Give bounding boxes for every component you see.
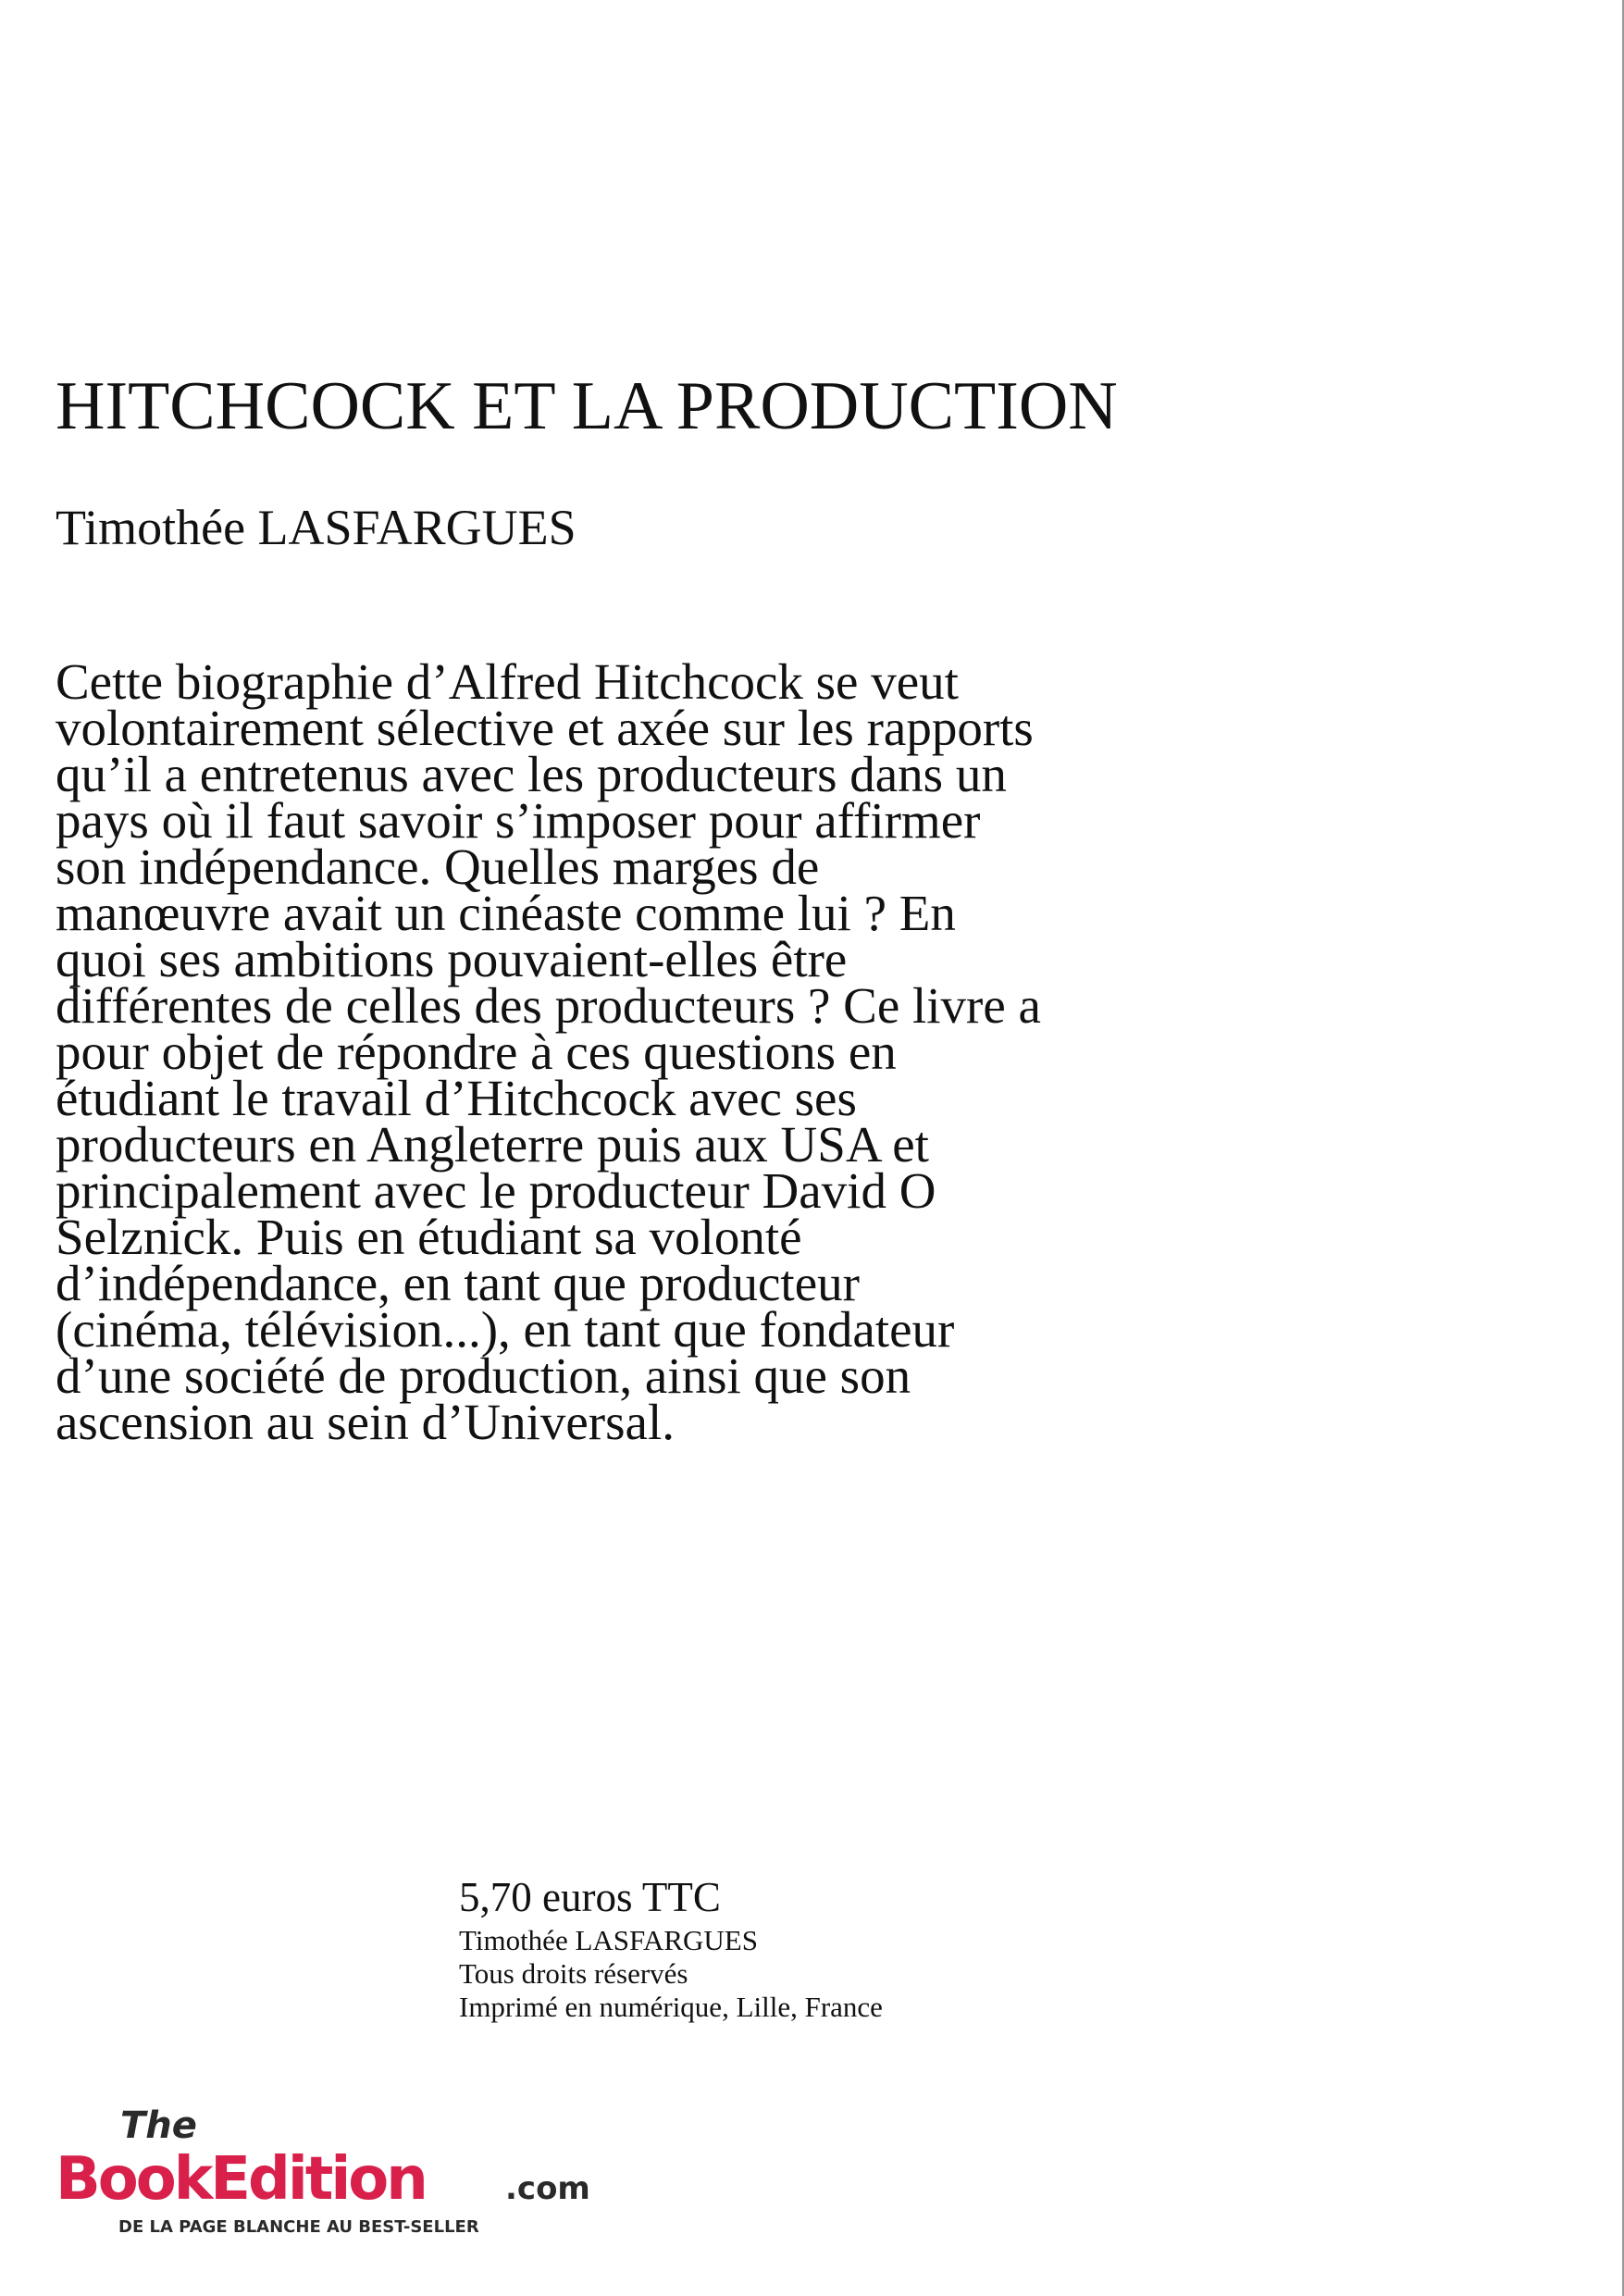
blurb-line: Cette biographie d’Alfred Hitchcock se veut xyxy=(56,653,959,710)
blurb-line: d’une société de production, ainsi que son xyxy=(56,1347,911,1404)
logo-tagline-text: DE LA PAGE BLANCHE AU BEST-SELLER xyxy=(118,2217,479,2237)
blurb-line: volontairement sélective et axée sur les rapports xyxy=(56,700,1034,756)
blurb-line: ascension au sein d’Universal. xyxy=(56,1394,675,1450)
blurb-line: pays où il faut savoir s’imposer pour affirmer xyxy=(56,792,981,849)
blurb-line: d’indépendance, en tant que producteur xyxy=(56,1255,860,1311)
blurb-line: Selznick. Puis en étudiant sa volonté xyxy=(56,1209,802,1265)
blurb-line: étudiant le travail d’Hitchcock avec ses xyxy=(56,1070,857,1126)
colophon xyxy=(459,1874,883,2024)
logo-brand-text: BookEdition xyxy=(56,2145,426,2214)
book-title: HITCHCOCK ET LA PRODUCTION xyxy=(56,368,1118,444)
publisher-logo xyxy=(56,2103,611,2241)
blurb-line: manœuvre avait un cinéaste comme lui ? En xyxy=(56,885,956,941)
blurb-line: producteurs en Angleterre puis aux USA et xyxy=(56,1116,929,1173)
price: 5,70 euros TTC xyxy=(459,1874,721,1920)
logo-domain-text: .com xyxy=(505,2170,590,2207)
print-notice: Imprimé en numérique, Lille, France xyxy=(459,1991,883,2023)
logo-the-text: The xyxy=(120,2104,197,2147)
blurb-line: (cinéma, télévision...), en tant que fondateur xyxy=(56,1301,955,1358)
blurb-line: son indépendance. Quelles marges de xyxy=(56,838,820,895)
rights-notice: Tous droits réservés xyxy=(459,1957,688,1990)
blurb-line: qu’il a entretenus avec les producteurs dans un xyxy=(56,746,1007,802)
book-blurb xyxy=(56,653,1249,1450)
blurb-line: quoi ses ambitions pouvaient-elles être xyxy=(56,931,848,987)
blurb-line: principalement avec le producteur David O xyxy=(56,1162,936,1219)
colophon-author: Timothée LASFARGUES xyxy=(459,1924,758,1956)
book-author: Timothée LASFARGUES xyxy=(56,500,576,555)
blurb-line: différentes de celles des producteurs ? Ce livre a xyxy=(56,977,1041,1034)
blurb-line: pour objet de répondre à ces questions en xyxy=(56,1024,897,1080)
